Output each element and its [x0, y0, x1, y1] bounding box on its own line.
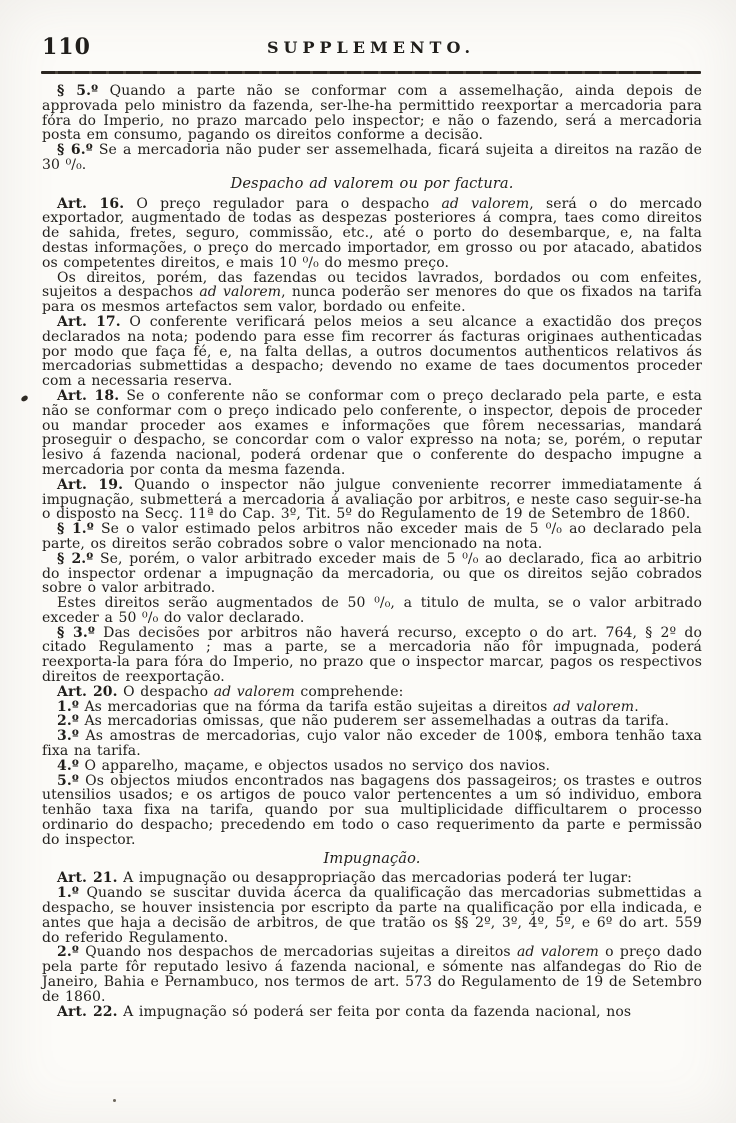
- page-number: 110: [42, 34, 91, 60]
- clause-label: § 3.º: [57, 624, 95, 641]
- header-rule: [41, 71, 701, 74]
- paragraph-art19-s2-cont: Estes direitos serão augmentados de 50 ⁰/₀, a titulo de multa, se o valor arbitrado exceder a 50 ⁰/₀ do valor declarado.: [42, 595, 702, 626]
- paragraph-art18: Art. 18. Se o conferente não se conformar com o preço declarado pela parte, e esta não se conformar com o preço indicado pelo conferente, o inspector, depois de proceder ou mandar proceder aos exames e informações que fôrem necessarias, mandará proseguir o despacho, se concordar com o valor expresso na nota; se, porém, o reputar lesivo á fazenda nacional, poderá ordenar que o conferente do despacho impugne a mercadoria por conta da mesma fazenda.: [42, 387, 702, 478]
- list-item-5: 5.º Os objectos miudos encontrados nas bagagens dos passageiros; os trastes e outros utensilios usados; e os artigos de pouco valor pertencentes a um só individuo, embora tenhão taxa fixa na tarifa, quando por sua multiplicidade difficultarem o processo ordinario do despacho; precedendo em todo o caso requerimento da parte e permissão do inspector.: [42, 772, 702, 848]
- page-title: SUPPLEMENTO.: [266, 38, 476, 57]
- article-label: Art. 18.: [57, 387, 120, 404]
- paragraph-art19: Art. 19. Quando o inspector não julgue conveniente recorrer immediatamente á impugnação, submetterá a mercadoria á avaliação por arbitros, e neste caso seguir-se-ha o disposto na Secç. 11ª do Cap. 3º, Tit. 5º do Regulamento de 19 de Setembro de 1860.: [42, 476, 702, 523]
- clause-label: § 1.º: [57, 521, 94, 538]
- body-text: [42, 84, 702, 1019]
- section-heading-impugnacao: Impugnação.: [323, 849, 421, 867]
- list-item-1: 1.º As mercadorias que na fórma da tarifa estão sujeitas a direitos ad valorem.: [57, 698, 639, 715]
- article-label: Art. 21.: [57, 870, 118, 887]
- section-heading-despacho: Despacho ad valorem ou por factura.: [230, 174, 514, 192]
- item-label: 2.º: [57, 713, 79, 730]
- list-item-21-1: 1.º Quando se suscitar duvida ácerca da qualificação das mercadorias submettidas a despacho, se houver insistencia por escripto da parte na qualificação por ella indicada, e antes que haja a decisão de arbitros, de que tratão os §§ 2º, 3º, 4º, 5º, e 6º do art. 559 do referido Regulamento.: [42, 885, 702, 946]
- item-label: 2.º: [57, 944, 79, 961]
- ink-speck: [20, 395, 28, 402]
- clause-label: § 2.º: [57, 550, 94, 567]
- paragraph-s5: § 5.º Quando a parte não se conformar com a assemelhação, ainda depois de approvada pelo ministro da fazenda, ser-lhe-ha permittido reexportar a mercadoria para fóra do Imperio, no prazo marcado pelo inspector; e não o fazendo, será a mercadoria posta em consumo, pagando os direitos conforme a decisão.: [42, 83, 702, 144]
- paragraph-art19-s3: § 3.º Das decisões por arbitros não haverá recurso, excepto o do art. 764, § 2º do citado Regulamento ; mas a parte, se a mercadoria não fôr impugnada, poderá reexporta-la para fóra do Imperio, no prazo que o inspector marcar, pagos os respectivos direitos de reexportação.: [42, 624, 703, 686]
- paragraph-art19-s1: § 1.º Se o valor estimado pelos arbitros não exceder mais de 5 ⁰/₀ ao declarado pela parte, os direitos serão cobrados sobre o valor mencionado na nota.: [42, 521, 702, 552]
- list-item-21-2: 2.º Quando nos despachos de mercadorias sujeitas a direitos ad valorem o preço dado pela parte fôr reputado lesivo á fazenda nacional, e sómente nas alfandegas do Rio de Janeiro, Bahia e Pernambuco, nos termos de art. 573 do Regulamento de 19 de Setembro de 1860.: [42, 944, 702, 1005]
- clause-label: § 6.º: [57, 142, 93, 159]
- clause-label: § 5.º: [57, 83, 99, 99]
- item-label: 5.º: [57, 772, 79, 789]
- list-item-2: 2.º As mercadorias omissas, que não puderem ser assemelhadas a outras da tarifa.: [57, 713, 670, 730]
- article-label: Art. 19.: [57, 476, 124, 493]
- ink-dot: [113, 1099, 116, 1102]
- item-label: 4.º: [57, 757, 79, 774]
- paragraph-art22: Art. 22. A impugnação só poderá ser feita por conta da fazenda nacional, nos: [57, 1003, 632, 1020]
- item-label: 1.º: [57, 885, 79, 902]
- list-item-4: 4.º O apparelho, maçame, e objectos usados no serviço dos navios.: [57, 757, 551, 774]
- paragraph-art16: Art. 16. O preço regulador para o despacho ad valorem, será o do mercado exportador, augmentado de todas as despezas posteriores á compra, taes como direitos de sahida, fretes, seguro, commissão, etc., até o porto do desembarque, e, na falta destas informações, o preço do mercado importador, em grosso ou por atacado, abatidos os competentes direitos, e mais 10 ⁰/₀ do mesmo preço.: [42, 195, 702, 271]
- article-label: Art. 16.: [57, 195, 125, 212]
- article-label: Art. 22.: [57, 1003, 118, 1020]
- article-label: Art. 20.: [57, 683, 118, 700]
- list-item-3: 3.º As amostras de mercadorias, cujo valor não exceder de 100$, embora tenhão taxa fixa na tarifa.: [42, 728, 702, 760]
- paragraph-art20: Art. 20. O despacho ad valorem comprehende:: [57, 683, 404, 700]
- paragraph-s6: § 6.º Se a mercadoria não puder ser assemelhada, ficará sujeita a direitos na razão de 30 ⁰/₀.: [42, 142, 702, 173]
- page-header: [42, 34, 700, 68]
- paragraph-art16-cont: Os direitos, porém, das fazendas ou tecidos lavrados, bordados ou com enfeites, sujeitos a despachos ad valorem, nunca poderão ser menores do que os fixados na tarifa para os mesmos artefactos sem valor, bordado ou enfeite.: [42, 269, 702, 316]
- paragraph-art19-s2: § 2.º Se, porém, o valor arbitrado exceder mais de 5 ⁰/₀ ao declarado, fica ao arbitrio do inspector ordenar a impugnação da mercadoria, ou que os direitos sejão cobrados sobre o valor arbitrado.: [42, 550, 702, 597]
- paragraph-art21: Art. 21. A impugnação ou desappropriação das mercadorias poderá ter lugar:: [57, 870, 632, 887]
- item-label: 1.º: [57, 698, 79, 715]
- paragraph-art17: Art. 17. O conferente verificará pelos meios a seu alcance a exactidão dos preços declarados na nota; podendo para esse fim recorrer ás facturas originaes authenticadas por modo que faça fé, e, na falta dellas, a outros documentos authenticos relativos ás mercadorias submettidas a despacho; devendo no exame de taes documentos proceder com a necessaria reserva.: [42, 313, 702, 390]
- article-label: Art. 17.: [57, 313, 121, 330]
- item-label: 3.º: [57, 728, 79, 745]
